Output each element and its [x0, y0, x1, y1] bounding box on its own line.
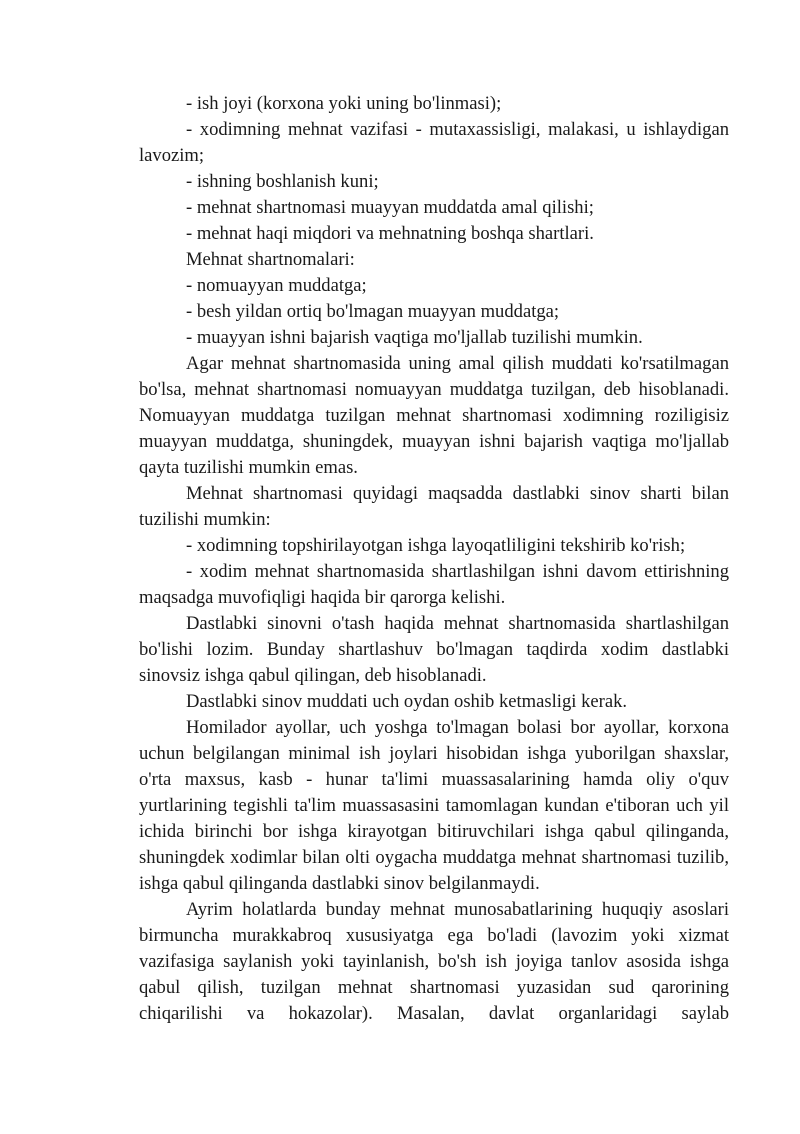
paragraph: Ayrim holatlarda bunday mehnat munosabatlarining huquqiy asoslari birmuncha murakkabroq xususiyatga ega bo'ladi (lavozim yoki xizmat vazifasiga saylanish yoki tayinlanish, bo'sh ish joyiga tanlov asosida ishga qabul qilish, tuzilgan mehnat shartnomasi yuzasidan sud qarorining chiqarilishi va hokazolar). Masalan, davlat organlaridagi saylab [139, 899, 729, 1024]
paragraph: Homilador ayollar, uch yoshga to'lmagan bolasi bor ayollar, korxona uchun belgilangan minimal ish joylari hisobidan ishga yuborilgan shaxslar, o'rta maxsus, kasb - hunar ta'limi muassasalarining hamda oliy o'quv yurtlarining tegishli ta'lim muassasasini tamomlagan kundan e'tiboran uch yil ichida birinchi bor ishga kirayotgan bitiruvchilari ishga qabul qilinganda, shuningdek xodimlar bilan olti oygacha muddatga mehnat shartnomasi tuzilib, ishga qabul qilinganda dastlabki sinov belgilanmaydi. [139, 717, 729, 894]
paragraph: Agar mehnat shartnomasida uning amal qilish muddati ko'rsatilmagan bo'lsa, mehnat shartnomasi nomuayyan muddatga tuzilgan, deb hisoblanadi. Nomuayyan muddatga tuzilgan mehnat shartnomasi xodimning roziligisiz muayyan muddatga, shuningdek, muayyan ishni bajarish vaqtiga mo'ljallab qayta tuzilishi mumkin emas. [139, 353, 729, 478]
paragraph: - besh yildan ortiq bo'lmagan muayyan muddatga; [186, 301, 560, 322]
paragraph: - mehnat shartnomasi muayyan muddatda amal qilishi; [186, 197, 594, 218]
paragraph: Mehnat shartnomalari: [186, 249, 355, 270]
paragraph: - xodimning topshirilayotgan ishga layoqatliligini tekshirib ko'rish; [186, 535, 686, 556]
paragraph: Dastlabki sinovni o'tash haqida mehnat shartnomasida shartlashilgan bo'lishi lozim. Bunday shartlashuv bo'lmagan taqdirda xodim dastlabki sinovsiz ishga qabul qilingan, deb hisoblanadi. [139, 613, 729, 686]
document-page [139, 91, 729, 1027]
paragraph: - ishning boshlanish kuni; [186, 171, 379, 192]
paragraph: Dastlabki sinov muddati uch oydan oshib ketmasligi kerak. [186, 691, 628, 712]
paragraph: - ish joyi (korxona yoki uning bo'linmasi); [186, 93, 502, 114]
paragraph: - muayyan ishni bajarish vaqtiga mo'ljallab tuzilishi mumkin. [186, 327, 643, 348]
paragraph: Mehnat shartnomasi quyidagi maqsadda dastlabki sinov sharti bilan tuzilishi mumkin: [139, 483, 729, 530]
paragraph: - nomuayyan muddatga; [186, 275, 367, 296]
paragraph: - mehnat haqi miqdori va mehnatning boshqa shartlari. [186, 223, 594, 244]
paragraph: - xodim mehnat shartnomasida shartlashilgan ishni davom ettirishning maqsadga muvofiqligi haqida bir qarorga kelishi. [139, 561, 729, 608]
paragraph: - xodimning mehnat vazifasi - mutaxassisligi, malakasi, u ishlaydigan lavozim; [139, 119, 729, 166]
